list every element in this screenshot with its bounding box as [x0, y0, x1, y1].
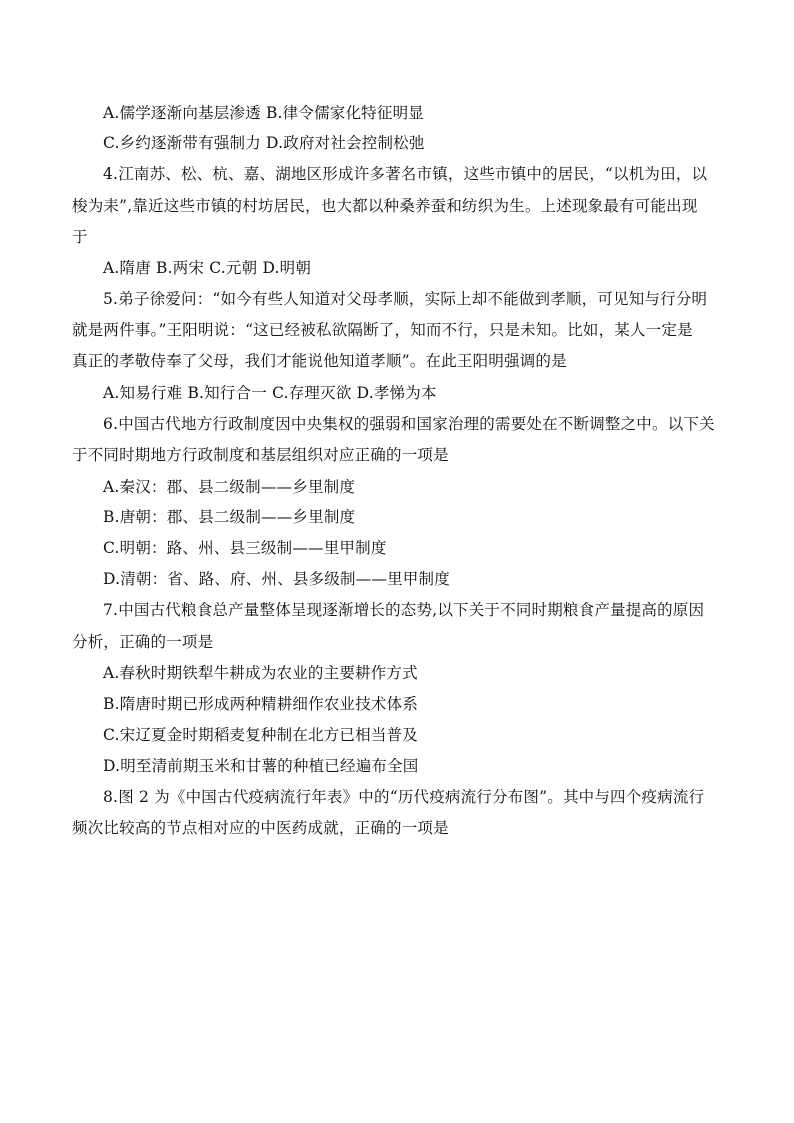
option-line: B.唐朝：郡、县二级制——乡里制度 [103, 508, 356, 526]
question-6-stem: 6.中国古代地方行政制度因中央集权的强弱和国家治理的需要处在不断调整之中。以下关 [103, 415, 715, 433]
question-8-stem: 8.图 2 为《中国古代疫病流行年表》中的“历代疫病流行分布图”。其中与四个疫病流行 [103, 788, 705, 806]
option-line: C.明朝：路、州、县三级制——里甲制度 [103, 539, 387, 557]
option-line: D.明至清前期玉米和甘薯的种植已经遍布全国 [103, 757, 419, 775]
option-line: B.隋唐时期已形成两种精耕细作农业技术体系 [103, 695, 419, 713]
question-6-stem-cont: 于不同时期地方行政制度和基层组织对应正确的一项是 [72, 446, 449, 464]
option-line: A.儒学逐渐向基层渗透 B.律令儒家化特征明显 [103, 104, 424, 122]
question-7-stem-cont: 分析，正确的一项是 [72, 633, 214, 651]
question-5-stem: 5.弟子徐爱问：“如今有些人知道对父母孝顺，实际上却不能做到孝顺，可见知与行分明 [103, 290, 708, 308]
option-line: C.乡约逐渐带有强制力 D.政府对社会控制松弛 [103, 134, 425, 152]
option-line: A.知易行难 B.知行合一 C.存理灭欲 D.孝悌为本 [103, 384, 437, 402]
option-line: A.春秋时期铁犁牛耕成为农业的主要耕作方式 [103, 664, 418, 682]
question-4-stem-cont: 梭为耒”,靠近这些市镇的村坊居民，也大都以种桑养蚕和纺织为生。上述现象最有可能出现 [72, 197, 698, 215]
option-line: C.宋辽夏金时期稻麦复种制在北方已相当普及 [103, 726, 418, 744]
question-8-stem-cont: 频次比较高的节点相对应的中医药成就，正确的一项是 [72, 819, 449, 837]
question-5-stem-cont: 就是两件事。”王阳明说：“这已经被私欲隔断了，知而不行，只是未知。比如，某人一定是 [72, 321, 693, 339]
option-line: D.清朝：省、路、府、州、县多级制——里甲制度 [103, 570, 450, 588]
option-line: A.隋唐 B.两宋 C.元朝 D.明朝 [103, 259, 312, 277]
question-5-stem-cont: 真正的孝敬侍奉了父母，我们才能说他知道孝顺”。在此王阳明强调的是 [72, 352, 567, 370]
option-line: A.秦汉：郡、县二级制——乡里制度 [103, 478, 356, 496]
question-7-stem: 7.中国古代粮食总产量整体呈现逐渐增长的态势,以下关于不同时期粮食产量提高的原因 [103, 601, 705, 619]
question-4-stem-cont: 于 [72, 228, 88, 246]
question-4-stem: 4.江南苏、松、杭、嘉、湖地区形成许多著名市镇，这些市镇中的居民，“以机为田，以 [103, 165, 708, 183]
